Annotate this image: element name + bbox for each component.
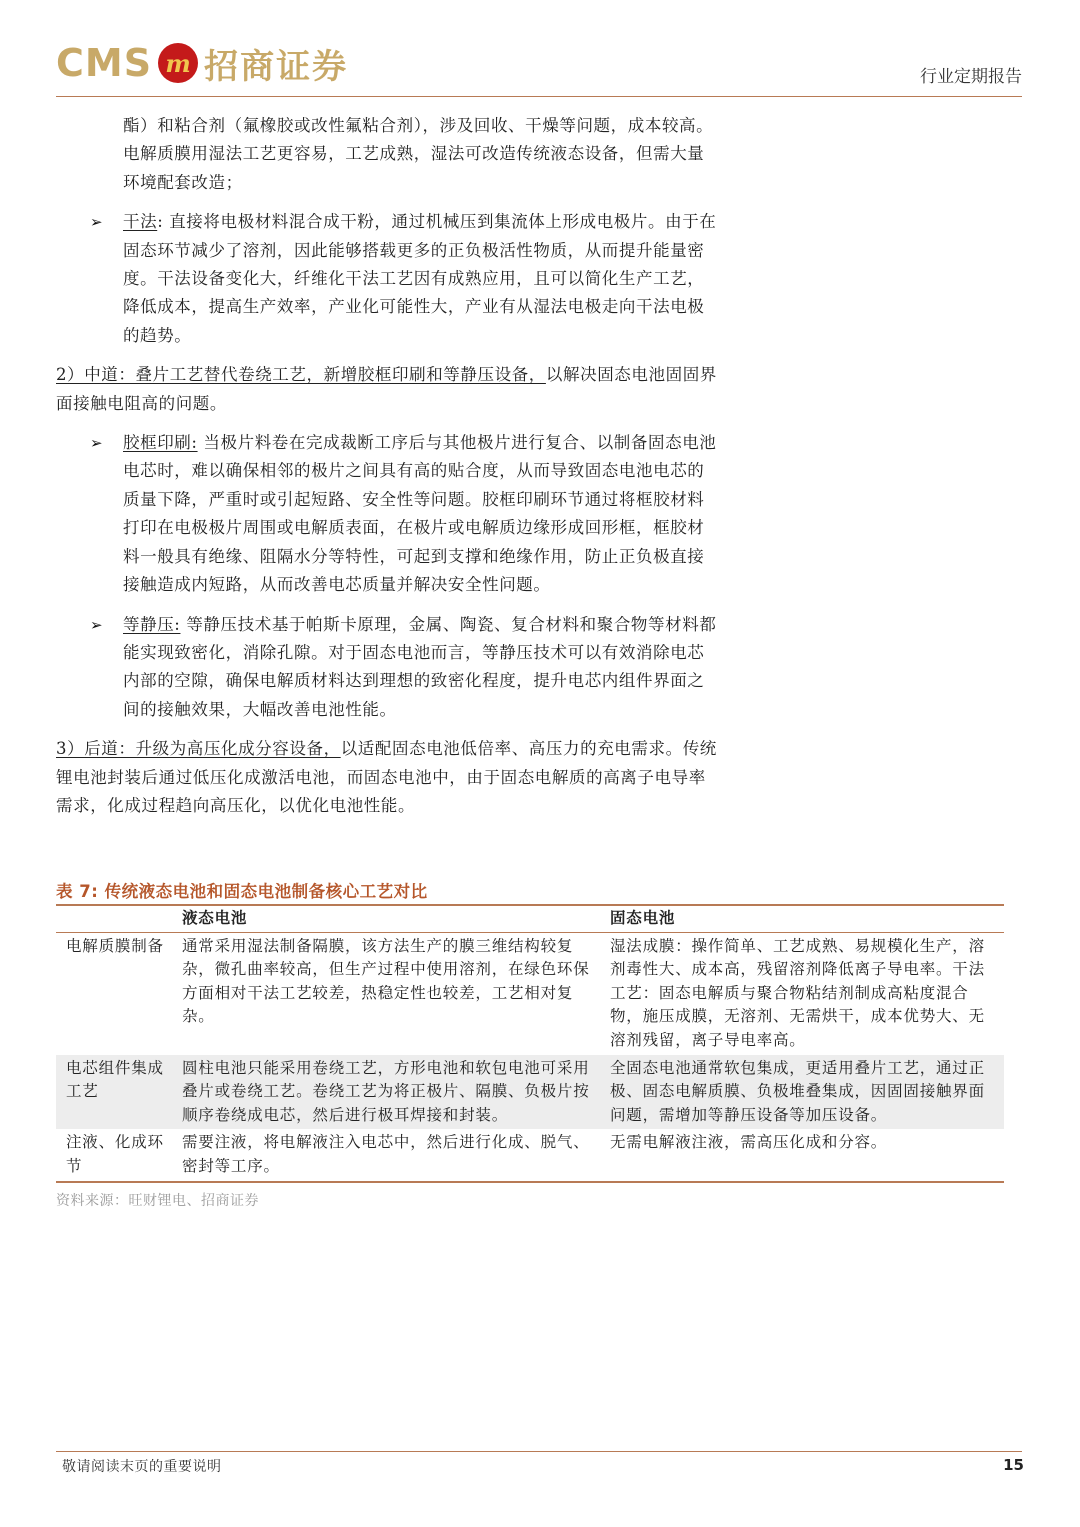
- bullet-label: 胶框印刷:: [123, 433, 198, 453]
- table-cell: 湿法成膜：操作简单、工艺成熟、易规模化生产，溶剂毒性大、成本高，残留溶剂降低离子导电率。干法工艺：固态电解质与聚合物粘结剂制成高粘度混合物，施压成膜，无溶剂、无需烘干，成本优势大、无溶剂残留，离子导电率高。: [610, 936, 985, 1049]
- row-label: 电解质膜制备: [66, 936, 164, 955]
- table-title: 表 7: 传统液态电池和固态电池制备核心工艺对比: [56, 882, 428, 901]
- bullet-dry-process: [56, 208, 718, 350]
- logo-cms-text: CMS: [56, 41, 153, 85]
- table-cell: 圆柱电池只能采用卷绕工艺，方形电池和软包电池可采用叠片或卷绕工艺。卷绕工艺为将正极片、隔膜、负极片按顺序卷绕成电芯，然后进行极耳焊接和封装。: [182, 1058, 590, 1124]
- paragraph-heading: 2）中道：叠片工艺替代卷绕工艺，新增胶框印刷和等静压设备，: [56, 365, 546, 385]
- table-row: [56, 933, 1004, 1055]
- bullet-label: 干法: [123, 212, 158, 232]
- logo-emblem-icon: m: [158, 43, 198, 83]
- cms-logo: [56, 38, 348, 88]
- table-header-row: [56, 906, 1004, 933]
- bullet-text: 等静压技术基于帕斯卡原理，金属、陶瓷、复合材料和聚合物等材料都能实现致密化，消除孔隙。对于固态电池而言，等静压技术可以有效消除电芯内部的空隙，确保电解质材料达到理想的致密化程度，提升电芯内组件界面之间的接触效果，大幅改善电池性能。: [123, 614, 717, 719]
- continued-paragraph: 酯）和粘合剂（氟橡胶或改性氟粘合剂），涉及回收、干燥等问题，成本较高。电解质膜用湿法工艺更容易，工艺成熟，湿法可改造传统液态设备，但需大量环境配套改造；: [123, 116, 714, 192]
- body-text: [56, 112, 718, 820]
- bullet-frame-printing: [56, 429, 718, 599]
- bullet-isostatic-press: [56, 611, 718, 725]
- page-number: 15: [1003, 1456, 1024, 1474]
- arrow-bullet-icon: ➢: [90, 213, 104, 232]
- header-cell: 固态电池: [610, 909, 676, 927]
- table-cell: 需要注液，将电解液注入电芯中，然后进行化成、脱气、密封等工序。: [182, 1133, 590, 1175]
- footer-note: 敬请阅读末页的重要说明: [62, 1459, 222, 1475]
- arrow-bullet-icon: ➢: [90, 434, 104, 453]
- paragraph-middle-stage: [56, 361, 718, 418]
- report-type: 行业定期报告: [920, 67, 1022, 87]
- comparison-table: [56, 904, 1004, 1183]
- footer-divider: [56, 1451, 1022, 1452]
- table-cell: 无需电解液注液，需高压化成和分容。: [610, 1133, 888, 1152]
- table-row: [56, 1055, 1004, 1130]
- table-source: 资料来源：旺财锂电、招商证券: [56, 1193, 259, 1209]
- logo-chinese-text: 招商证券: [204, 46, 349, 87]
- bullet-text: : 直接将电极材料混合成干粉，通过机械压到集流体上形成电极片。由于在固态环节减少了溶剂，因此能够搭载更多的正负极活性物质，从而提升能量密度。干法设备变化大，纤维化干法工艺因有成熟应用，且可以简化生产工艺，降低成本，提高生产效率，产业化可能性大，产业有从湿法电极走向干法电极的趋势。: [123, 212, 717, 345]
- paragraph-text: 以解决固态电池固固界面接触电阻高的问题。: [56, 365, 717, 413]
- header-cell: [56, 906, 174, 932]
- table-row: [56, 1129, 1004, 1180]
- header-divider: [56, 96, 1022, 97]
- header-cell: 液态电池: [182, 909, 248, 927]
- row-label: 注液、化成环节: [66, 1133, 164, 1175]
- bullet-text: 当极片料卷在完成裁断工序后与其他极片进行复合、以制备固态电池电芯时，难以确保相邻的极片之间具有高的贴合度，从而导致固态电池电芯的质量下降，严重时或引起短路、安全性等问题。胶框印刷环节通过将框胶材料打印在电极极片周围或电解质表面，在极片或电解质边缘形成回形框，框胶材料一般具有绝缘、阻隔水分等特性，可起到支撑和绝缘作用，防止正负极直接接触造成内短路，从而改善电芯质量并解决安全性问题。: [123, 433, 717, 595]
- table-cell: 全固态电池通常软包集成，更适用叠片工艺，通过正极、固态电解质膜、负极堆叠集成，因固固接触界面问题，需增加等静压设备等加压设备。: [610, 1058, 985, 1124]
- arrow-bullet-icon: ➢: [90, 615, 104, 634]
- paragraph-text: 以适配固态电池低倍率、高压力的充电需求。传统锂电池封装后通过低压化成激活电池，而固态电池中，由于固态电解质的高离子电导率需求，化成过程趋向高压化，以优化电池性能。: [56, 739, 717, 815]
- table-cell: 通常采用湿法制备隔膜，该方法生产的膜三维结构较复杂，微孔曲率较高，但生产过程中使用溶剂，在绿色环保方面相对干法工艺较差，热稳定性也较差，工艺相对复杂。: [182, 936, 590, 1026]
- page-header: [56, 38, 1022, 98]
- bullet-label: 等静压:: [123, 614, 181, 634]
- paragraph-heading: 3）后道：升级为高压化成分容设备，: [56, 739, 341, 759]
- row-label: 电芯组件集成工艺: [66, 1058, 164, 1101]
- paragraph-back-stage: [56, 735, 718, 820]
